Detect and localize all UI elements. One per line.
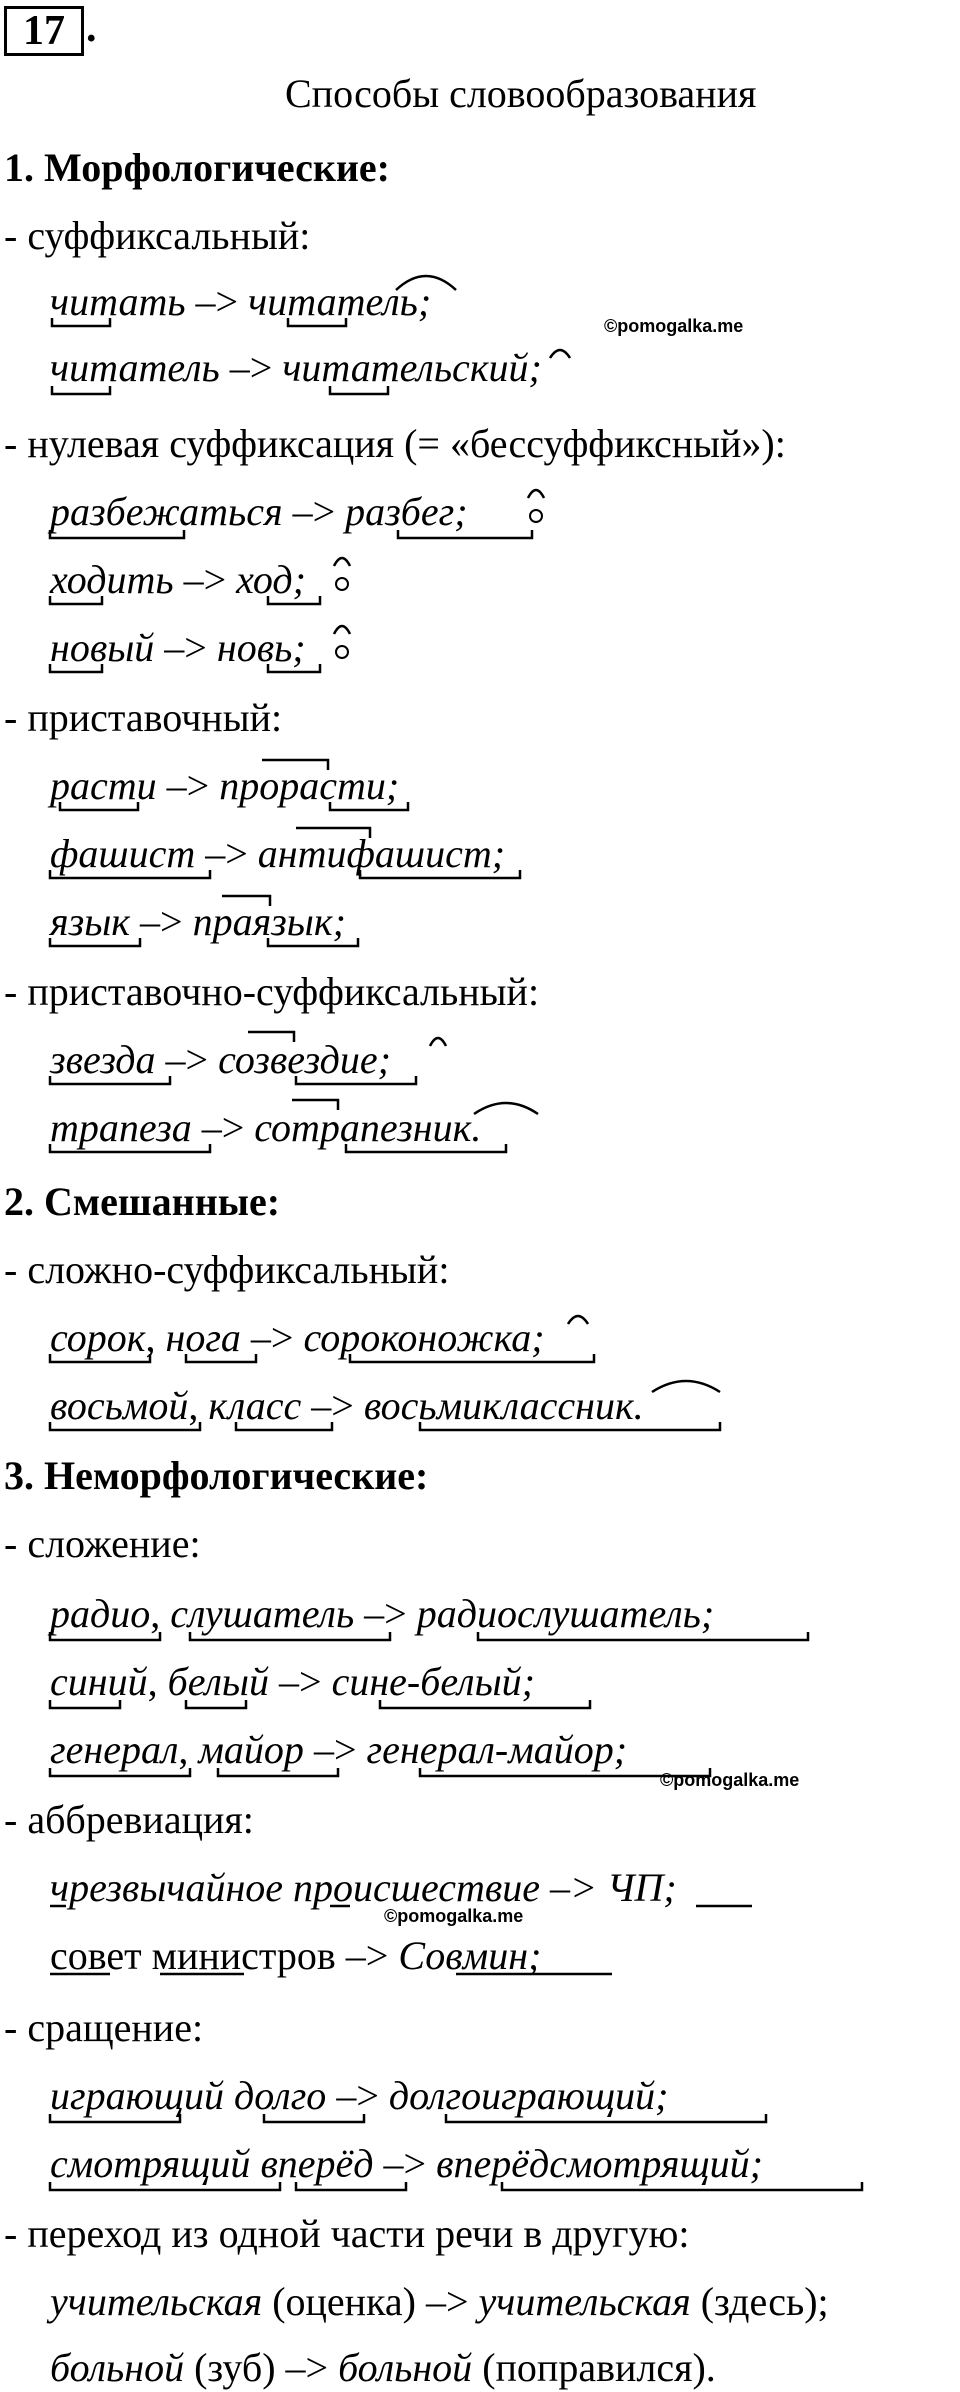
watermark: ©pomogalka.me xyxy=(604,316,744,336)
word-source: смотрящий xyxy=(50,2141,251,2186)
example-prefsuf-1 xyxy=(50,1036,391,1084)
example-conversion-1 xyxy=(50,2278,829,2326)
suffix-mark xyxy=(568,1316,588,1324)
zero-ending-mark xyxy=(530,510,542,522)
word-derived: прорасти; xyxy=(219,763,400,808)
example-zero-1 xyxy=(50,488,468,536)
watermark: ©pomogalka.me xyxy=(384,1906,524,1926)
example-compsuf-1 xyxy=(50,1314,545,1362)
word-source: язык xyxy=(50,899,130,944)
word-derived: радиослушатель; xyxy=(416,1591,715,1636)
separator: , xyxy=(147,1659,168,1704)
word-source: синий xyxy=(50,1659,148,1704)
suffix-mark xyxy=(652,1381,720,1392)
word-derived: ход; xyxy=(236,557,306,602)
suffix-mark xyxy=(334,558,350,566)
word-derived: вперёдсмотрящий; xyxy=(436,2141,763,2186)
word-derived: больной xyxy=(338,2345,473,2390)
word-derived: разбег; xyxy=(345,489,468,534)
word-source: расти xyxy=(50,763,157,808)
word-source-2: класс xyxy=(208,1383,302,1428)
word-source: генерал xyxy=(50,1727,179,1772)
example-compsuf-2 xyxy=(50,1382,644,1430)
parenthetical: (здесь); xyxy=(690,2279,829,2324)
suffix-mark xyxy=(550,350,570,358)
arrow: –> xyxy=(130,899,193,944)
word-derived: сороконожка; xyxy=(303,1315,545,1360)
example-fusion-2 xyxy=(50,2140,763,2188)
word-derived: генерал-майор; xyxy=(366,1727,628,1772)
heading-prefix-suffixal: - приставочно-суффиксальный: xyxy=(4,969,540,1014)
example-prefixal-3 xyxy=(50,898,346,946)
word-source: читатель xyxy=(50,345,220,390)
arrow: –> xyxy=(173,557,237,602)
arrow: –> xyxy=(195,831,258,876)
suffix-mark xyxy=(334,626,350,634)
word-source: фашист xyxy=(50,831,196,876)
separator: , xyxy=(178,1727,199,1772)
example-zero-2 xyxy=(50,556,306,604)
separator xyxy=(250,2141,260,2186)
word-derived: учительская xyxy=(478,2279,691,2324)
example-suffixal-2 xyxy=(50,344,542,392)
arrow: –> xyxy=(240,1315,304,1360)
parenthetical: (поправился). xyxy=(472,2345,716,2390)
separator xyxy=(224,2073,234,2118)
page-title: Способы словообразования xyxy=(285,71,757,116)
word-derived: восьмиклассник. xyxy=(363,1383,644,1428)
word-derived: долгоиграющий; xyxy=(388,2073,669,2118)
heading-compounding: - сложение: xyxy=(4,1521,201,1566)
word-source: новый xyxy=(50,625,155,670)
word-source: учительская xyxy=(50,2279,263,2324)
zero-ending-mark xyxy=(336,646,348,658)
word-derived: созвездие; xyxy=(218,1037,391,1082)
example-abbr-2 xyxy=(50,1932,541,1980)
word-source: ходить xyxy=(50,557,174,602)
arrow: –> xyxy=(191,1105,255,1150)
word-source-2: майор xyxy=(198,1727,304,1772)
task-number-dot: . xyxy=(86,5,97,51)
phrase-source: чрезвычайное происшествие –> xyxy=(50,1865,607,1910)
word-source: сорок xyxy=(50,1315,146,1360)
word-derived: антифашист; xyxy=(257,831,506,876)
arrow: –> xyxy=(373,2141,437,2186)
example-prefixal-1 xyxy=(50,762,399,810)
example-compound-3 xyxy=(50,1726,627,1774)
separator: , xyxy=(145,1315,166,1360)
arrow: –> xyxy=(185,279,249,324)
word-source: радио xyxy=(50,1591,151,1636)
arrow: –> xyxy=(425,2279,479,2324)
parenthetical: (оценка) xyxy=(262,2279,426,2324)
word-source: трапеза xyxy=(50,1105,192,1150)
word-derived: новь; xyxy=(216,625,306,670)
arrow: –> xyxy=(282,489,346,534)
word-derived: праязык; xyxy=(192,899,346,944)
word-derived: сине-белый; xyxy=(331,1659,535,1704)
word-source: восьмой xyxy=(50,1383,189,1428)
example-conversion-2 xyxy=(50,2344,716,2392)
zero-ending-mark xyxy=(336,578,348,590)
heading-conversion: - переход из одной части речи в другую: xyxy=(4,2211,690,2256)
arrow: –> xyxy=(269,1659,332,1704)
example-prefsuf-2 xyxy=(50,1104,481,1152)
word-source-2: белый xyxy=(167,1659,270,1704)
parenthetical: (зуб) xyxy=(184,2345,286,2390)
arrow: –> xyxy=(154,625,217,670)
suffix-mark xyxy=(528,490,544,498)
example-prefixal-2 xyxy=(50,830,505,878)
heading-prefixal: - приставочный: xyxy=(4,695,283,740)
phrase-source: совет министров –> xyxy=(50,1933,399,1978)
arrow: –> xyxy=(219,345,283,390)
example-fusion-1 xyxy=(50,2072,668,2120)
section-mixed: 2. Смешанные: xyxy=(4,1179,281,1224)
heading-abbreviation: - аббревиация: xyxy=(4,1797,254,1842)
separator: , xyxy=(150,1591,171,1636)
section-non-morphological: 3. Неморфологические: xyxy=(4,1453,429,1498)
arrow: –> xyxy=(285,2345,339,2390)
word-derived: ЧП; xyxy=(606,1865,677,1910)
task-number: 17 xyxy=(4,6,84,56)
suffix-mark xyxy=(430,1038,446,1046)
word-derived: читательский; xyxy=(282,345,542,390)
example-compound-2 xyxy=(50,1658,535,1706)
example-abbr-1 xyxy=(50,1864,677,1912)
example-suffixal-1 xyxy=(50,278,431,326)
heading-suffixal: - суффиксальный: xyxy=(4,213,311,258)
word-source-2: нога xyxy=(165,1315,241,1360)
watermark: ©pomogalka.me xyxy=(660,1770,800,1790)
word-source: читать xyxy=(50,279,186,324)
heading-compound-suffixal: - сложно-суффиксальный: xyxy=(4,1247,450,1292)
word-derived: сотрапезник. xyxy=(254,1105,482,1150)
word-derived: читатель; xyxy=(248,279,432,324)
arrow: –> xyxy=(301,1383,364,1428)
word-derived: Совмин; xyxy=(398,1933,542,1978)
arrow: –> xyxy=(354,1591,417,1636)
example-zero-3 xyxy=(50,624,306,672)
word-source: играющий xyxy=(50,2073,225,2118)
suffix-mark xyxy=(474,1103,538,1114)
arrow: –> xyxy=(326,2073,389,2118)
separator: , xyxy=(188,1383,209,1428)
word-source: больной xyxy=(50,2345,185,2390)
word-source-2: долго xyxy=(234,2073,327,2118)
example-compound-1 xyxy=(50,1590,714,1638)
heading-zero-suffix: - нулевая суффиксация (= «бессуффиксный»): xyxy=(4,421,786,466)
word-source-2: вперёд xyxy=(260,2141,374,2186)
word-source: разбежаться xyxy=(50,489,283,534)
word-source: звезда xyxy=(50,1037,156,1082)
section-morphological: 1. Морфологические: xyxy=(4,145,390,190)
arrow: –> xyxy=(303,1727,367,1772)
arrow: –> xyxy=(156,763,220,808)
arrow: –> xyxy=(155,1037,219,1082)
heading-fusion: - сращение: xyxy=(4,2005,204,2050)
word-source-2: слушатель xyxy=(170,1591,355,1636)
